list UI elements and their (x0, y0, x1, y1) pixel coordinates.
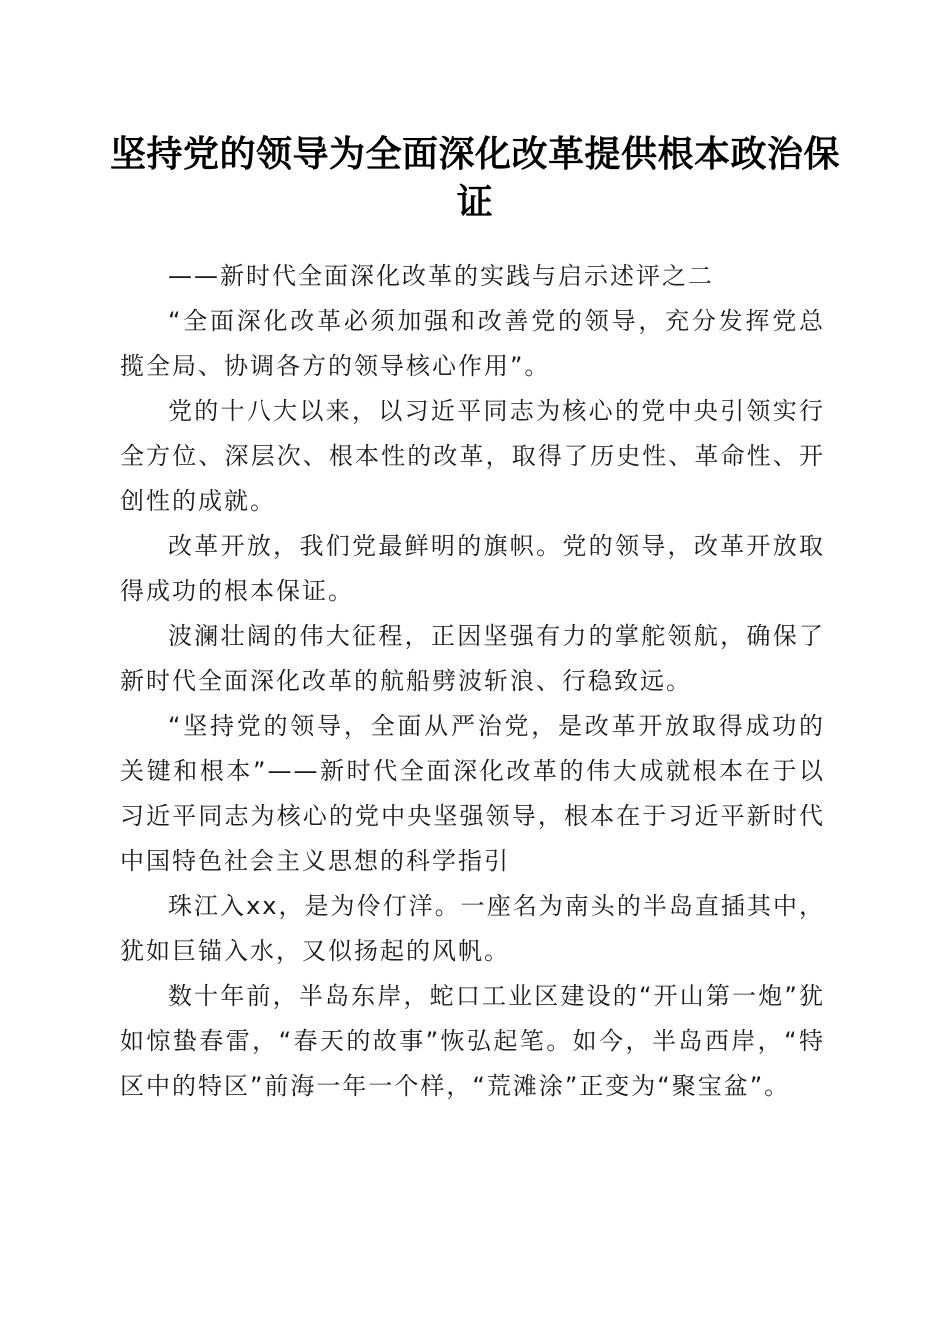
document-title: 坚持党的领导为全面深化改革提供根本政治保证 (110, 133, 841, 223)
paragraph: 党的十八大以来，以习近平同志为核心的党中央引领实行全方位、深层次、根本性的改革，取得了历史性、革命性、开创性的成就。 (120, 397, 825, 515)
paragraph: 改革开放，我们党最鲜明的旗帜。党的领导，改革开放取得成功的根本保证。 (120, 532, 825, 605)
subtitle: ——新时代全面深化改革的实践与启示述评之二 (168, 262, 714, 290)
paragraph: 数十年前，半岛东岸，蛇口工业区建设的“开山第一炮”犹如惊蛰春雷，“春天的故事”恢弘起笔。如今，半岛西岸，“特区中的特区”前海一年一个样，“荒滩涂”正变为“聚宝盆”。 (120, 982, 825, 1100)
document-body (120, 254, 825, 1109)
paragraph: 珠江入xx，是为伶仃洋。一座名为南头的半岛直插其中，犹如巨锚入水，又似扬起的风帆。 (120, 892, 825, 965)
paragraph: “坚持党的领导，全面从严治党，是改革开放取得成功的关键和根本”——新时代全面深化改革的伟大成就根本在于以习近平同志为核心的党中央坚强领导，根本在于习近平新时代中国特色社会主义思想的科学指引 (120, 712, 825, 875)
paragraph: 波澜壮阔的伟大征程，正因坚强有力的掌舵领航，确保了新时代全面深化改革的航船劈波斩浪、行稳致远。 (120, 622, 825, 695)
paragraph: “全面深化改革必须加强和改善党的领导，充分发挥党总揽全局、协调各方的领导核心作用”。 (120, 307, 825, 380)
